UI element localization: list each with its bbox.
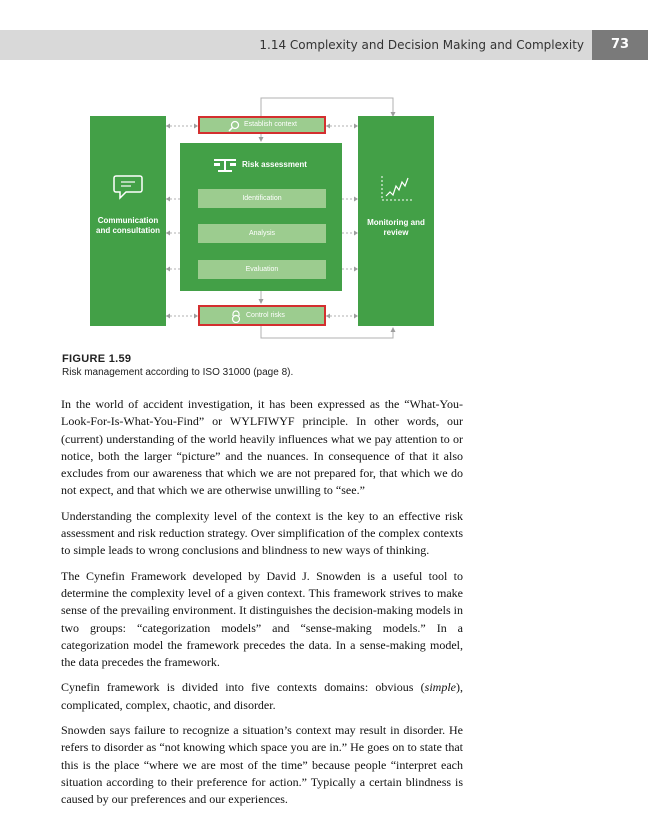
analysis-box [198,224,326,243]
cynefin-outro: ), complicated, complex, chaotic, and disorder. [61,680,463,712]
paragraph: Snowden says failure to recognize a situation’s context may result in disorder. He refers to disorder as “not knowing which space you are in.” He goes on to state that this is the place “where we are most of the time” because people “interpret each situation according to their preference for action.” Typically a certain blindness is caused by our preferences and our experiences. [61,723,463,807]
loop-bottom-connector [261,326,393,338]
communication-label: Communication and consultation [96,216,160,235]
paragraph: In the world of accident investigation, it has been expressed as the “What-You-Look-For-Is-What-You-Find” or WYLFIWYF principle. In other words, our (current) understanding of the world heavily influences what we pay attention to or notice, both the larger “picture” and the nuances. In consequence of that it also excludes from our awareness that which we are not prepared for, that which we do not expect, and that which we are otherwise unwilling to “see.” [61,397,463,498]
establish-context-label: Establish context [244,121,297,128]
figure-label: FIGURE 1.59 [62,353,132,365]
identification-label: Identification [242,195,282,202]
header-title: 1.14 Complexity and Decision Making and Complexity [259,38,584,52]
loop-top-connector [261,98,393,116]
communication-box [90,116,166,326]
evaluation-label: Evaluation [245,266,279,273]
paragraph-cynefin [61,679,463,714]
analysis-label: Analysis [248,230,276,237]
identification-box [198,189,326,208]
search-icon [228,120,240,132]
risk-management-diagram [0,0,648,350]
cynefin-intro: Cynefin framework is divided into five contexts domains: obvious ( [61,680,425,695]
paragraph: Understanding the complexity level of the context is the key to an effective risk assessment and risk reduction strategy. Over simplification of the complex contexts to simple leads to wrong conclusions and blindness to new ways of thinking. [61,508,463,558]
body-text [61,396,463,817]
paragraph: The Cynefin Framework developed by David J. Snowden is a useful tool to determine the complexity level of a given context. This framework strives to make sense of the prevailing environment. It distinguishes the decision-making models in two groups: “categorization models” and “sense-making models.” In a categorization model the framework precedes the data. In a sense-making model, the data precedes the framework. [61,568,463,670]
control-risks-box [198,305,326,326]
risk-assessment-title: Risk assessment [242,160,307,169]
page-number: 73 [592,30,648,60]
cynefin-italic: simple [424,680,456,695]
speech-bubble-icon [113,172,143,200]
control-risks-label: Control risks [246,312,285,319]
establish-context-box [198,116,326,134]
monitoring-label: Monitoring and review [367,218,425,237]
evaluation-box [198,260,326,279]
scales-icon [212,158,238,172]
monitoring-chart-icon [378,174,414,202]
lock-icon [230,310,242,323]
figure-caption: Risk management according to ISO 31000 (page 8). [62,367,294,378]
monitoring-box [358,116,434,326]
